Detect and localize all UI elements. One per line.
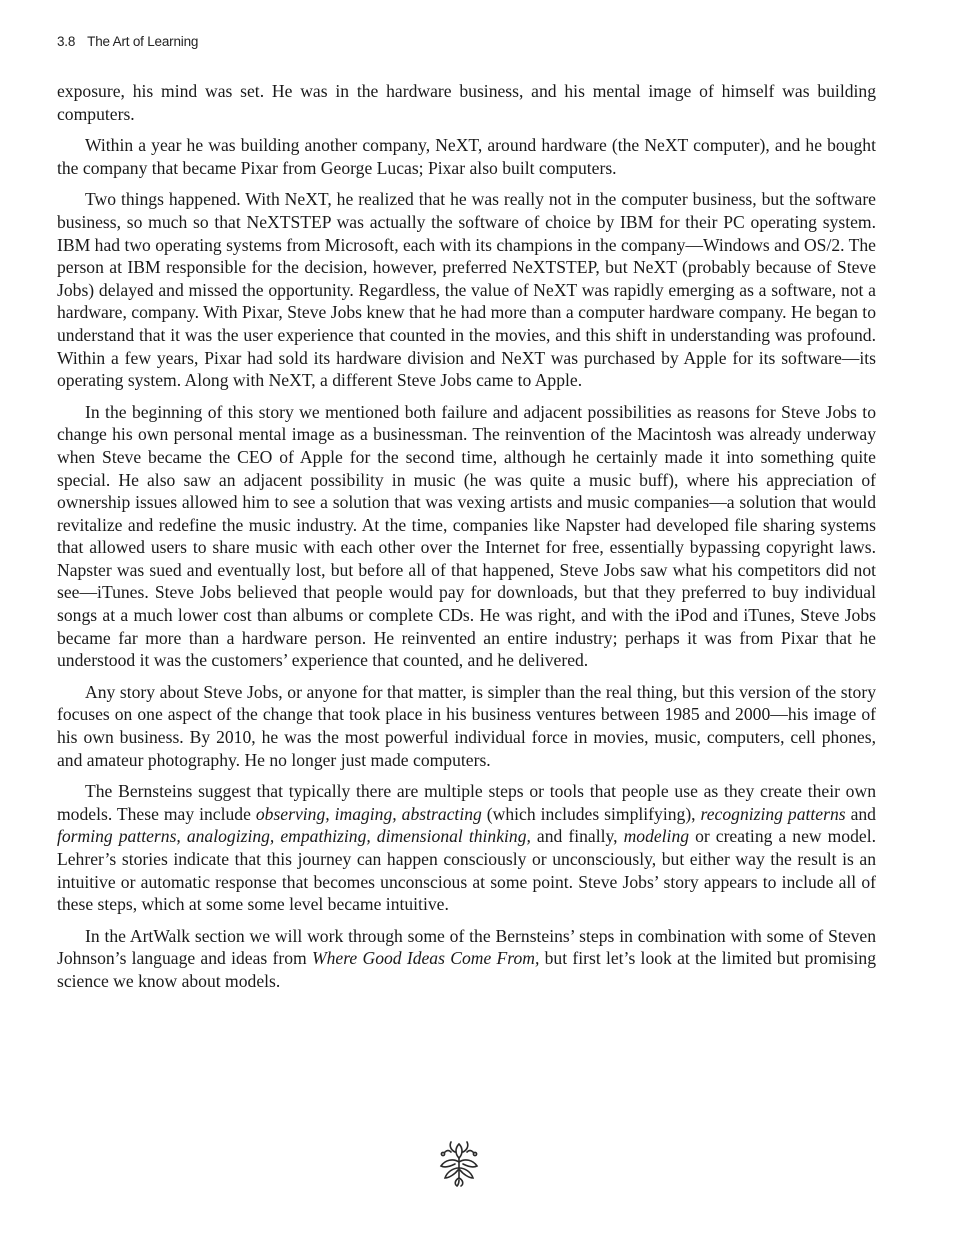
floral-ornament-icon — [437, 1138, 481, 1188]
paragraph-7-text-1: In the ArtWalk section we will work through some of the Bernsteins’ steps in combination with some of Steven Johnson’s language and ideas from — [57, 925, 876, 969]
paragraph-1: exposure, his mind was set. He was in the hardware business, and his mental image of himself was building computers. — [57, 81, 876, 124]
paragraph-7 — [57, 925, 876, 993]
page-number: 3.8 — [57, 34, 76, 49]
paragraph-5: Any story about Steve Jobs, or anyone for that matter, is simpler than the real thing, but this version of the story focuses on one aspect of the change that took place in his business ventures between 1985 and 2000—his image of his own business. By 2010, he was the most powerful individual force in movies, music, computers, cell phones, and amateur photography. He no longer just made computers. — [57, 681, 876, 770]
paragraph-4: In the beginning of this story we mentioned both failure and adjacent possibilities as reasons for Steve Jobs to change his own personal mental image as a businessman. The reinvention of the Macintosh was already underway when Steve became the CEO of Apple for the second time, although he certainly made it into something quite special. He also saw an adjacent possibility in music (he was quite a music buff), where his appreciation of ownership issues allowed him to see a solution that was vexing artists and music companies—a solution that would revitalize and redefine the music industry. At the time, companies like Napster had developed file sharing systems that allowed users to share music with each other over the Internet for free, essentially bypassing copyright laws. Napster was sued and eventually lost, but before all of that happened, Steve Jobs saw what his competitors did not see—iTunes. Steve Jobs believed that people would pay for downloads, but that they preferred to buy individual songs at a much lower cost than albums or complete CDs. He was right, and with the iPod and iTunes, Steve Jobs became far more than a hardware person. He reinvented an entire industry; perhaps it was from Pixar that he understood it was the customers’ experience that counted, and he delivered. — [57, 401, 876, 671]
paragraph-6-text-3: and — [845, 803, 876, 824]
paragraph-6-italic-4: modeling — [623, 826, 690, 847]
running-head — [57, 34, 198, 49]
paragraph-6-text-2: (which includes simplifying), — [481, 803, 701, 824]
paragraph-3: Two things happened. With NeXT, he realized that he was really not in the computer business, but the software business, so much so that NeXTSTEP was actually the software of choice by IBM for their PC operating system. IBM had two operating systems from Microsoft, each with its champions in the company—Windows and OS/2. The person at IBM responsible for the decision, however, preferred NeXTSTEP, but NeXT (probably because of Steve Jobs) delayed and missed the opportunity. Regardless, the value of NeXT was rapidly emerging as a software, not a hardware, company. With Pixar, Steve Jobs knew that he had more than a computer hardware company. He began to understand that it was the user experience that counted in the movies, and this shift in understanding was profound. Within a few years, Pixar had sold its hardware division and NeXT was purchased by Apple for its software—its operating system. Along with NeXT, a different Steve Jobs came to Apple. — [57, 189, 876, 391]
paragraph-6-text-4: and finally, — [530, 826, 624, 847]
book-title: The Art of Learning — [87, 34, 199, 49]
body-text — [57, 80, 876, 1002]
paragraph-7-italic-1: Where Good Ideas Come From, — [311, 948, 540, 969]
paragraph-7-text-2: but first let’s look at the limited but promising science we know about models. — [57, 948, 876, 991]
paragraph-6-italic-1: observing, imaging, abstracting — [255, 803, 482, 824]
paragraph-6-italic-3: forming patterns, analogizing, empathizing, dimensional thinking, — [57, 826, 531, 847]
paragraph-6 — [57, 780, 876, 916]
paragraph-6-italic-2: recognizing patterns — [700, 803, 846, 824]
paragraph-6-text-5: or creating a new model. Lehrer’s stories indicate that this journey can happen consciously or unconsciously, but either way the result is an intuitive or automatic response that becomes unconscious at some point. Steve Jobs’ story appears to include all of these steps, which at some some level became intuitive. — [57, 826, 876, 915]
paragraph-2: Within a year he was building another company, NeXT, around hardware (the NeXT computer), and he bought the company that became Pixar from George Lucas; Pixar also built computers. — [57, 135, 876, 178]
paragraph-6-text-1: The Bernsteins suggest that typically there are multiple steps or tools that people use as they create their own models. These may include — [57, 781, 876, 824]
